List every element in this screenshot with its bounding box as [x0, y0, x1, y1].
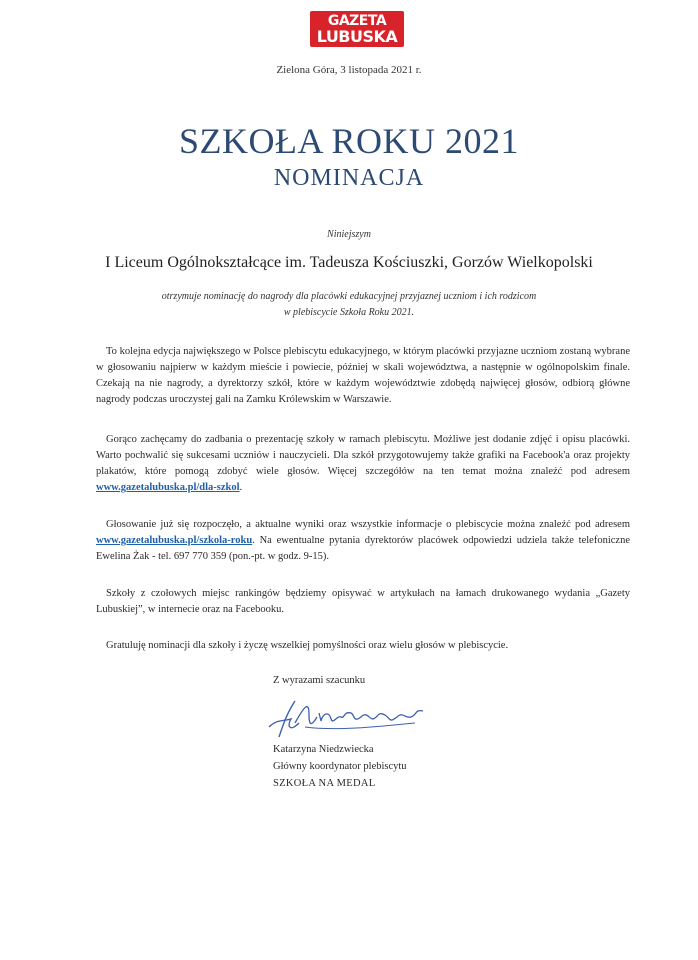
closing-regards: Z wyrazami szacunku: [273, 675, 366, 686]
paragraph-3-end: . Na ewentualne pytania dyrektorów placówek odpowiedzi udziela także telefoniczne Ewelina Żak - tel. 697 770 359 (pon.-pt. w godz. 9-15).: [96, 535, 630, 562]
paragraph-2-text: Gorąco zachęcamy do zadbania o prezentację szkoły w ramach plebiscytu. Możliwe jest dodanie zdjęć i opisu placówki. Warto pochwalić się sukcesami uczniów i nauczycieli. Dla szkół przygotowujemy także grafiki na Facebook'a oraz projekty plakatów, które pomogą zdobyć wiele głosów. Więcej szczegółów na ten temat można znaleźć pod adresem: [96, 434, 630, 477]
szkola-roku-link[interactable]: www.gazetalubuska.pl/szkola-roku: [96, 535, 253, 546]
paragraph-5-text: Gratuluję nominacji dla szkoły i życzę wszelkiej pomyślności oraz wielu głosów w plebiscycie.: [106, 640, 509, 651]
gazeta-lubuska-logo: [310, 11, 404, 47]
handwritten-signature: [265, 697, 435, 741]
paragraph-1-text: To kolejna edycja największego w Polsce plebiscytu edukacyjnego, w którym placówki przyjazne uczniom zostaną wybrane w głosowaniu najpierw w każdym mieście i powiecie, później w skali województwa, a następnie w ogólnopolskim finale. Czekają na nie nagrody, a dyrektorzy szkół, które w każdym województwie zdobędą najwięcej głosów, odbiorą główne nagrody podczas uroczystej gali na Zamku Królewskim w Warszawie.: [96, 346, 630, 405]
paragraph-2-end: .: [239, 482, 243, 493]
paragraph-2: [96, 432, 630, 496]
letter-subtitle: NOMINACJA: [273, 165, 425, 191]
paragraph-4-text: Szkoły z czołowych miejsc rankingów będziemy opisywać w artykułach na łamach drukowanego wydania „Gazety Lubuskiej”, w internecie oraz na Facebooku.: [96, 588, 630, 615]
signer-organization: SZKOŁA NA MEDAL: [273, 778, 376, 789]
nomination-line-2: w plebiscycie Szkoła Roku 2021.: [283, 307, 415, 318]
paragraph-1: [96, 344, 630, 408]
paragraph-3-start: Głosowanie już się rozpoczęło, a aktualne wyniki oraz wszystkie informacje o plebiscycie można znaleźć pod adresem: [106, 519, 630, 530]
school-name: I Liceum Ogólnokształcące im. Tadeusza Kościuszki, Gorzów Wielkopolski: [105, 254, 593, 271]
dla-szkol-link[interactable]: www.gazetalubuska.pl/dla-szkol: [96, 482, 240, 493]
paragraph-3: [96, 517, 630, 565]
logo-line-2: LUBUSKA: [316, 27, 398, 46]
nomination-line-1: otrzymuje nominację do nagrody dla placówki edukacyjnej przyjaznej uczniom i ich rodzicom: [161, 291, 537, 302]
letter-title: SZKOŁA ROKU 2021: [178, 121, 519, 161]
nomination-statement: [80, 289, 618, 321]
signer-name: Katarzyna Niedzwiecka: [273, 744, 374, 755]
paragraph-5: [96, 638, 630, 654]
logo-line-1: GAZETA: [327, 13, 387, 29]
signer-role: Główny koordynator plebiscytu: [273, 761, 407, 772]
paragraph-4: [96, 586, 630, 618]
place-date: Zielona Góra, 3 listopada 2021 r.: [276, 64, 422, 76]
hereby-text: Niniejszym: [327, 229, 371, 240]
